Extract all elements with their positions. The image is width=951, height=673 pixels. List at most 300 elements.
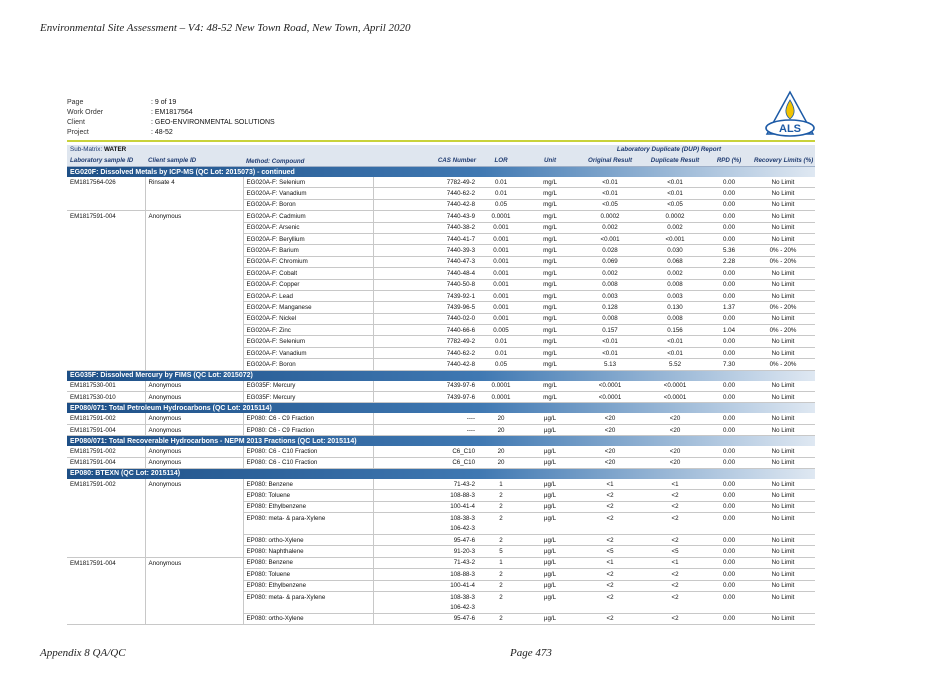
lor-cell: 0.01	[479, 336, 523, 347]
sample-id-cell	[67, 188, 145, 199]
original-result-cell: 5.13	[577, 359, 643, 370]
col-header: RPD (%)	[707, 154, 751, 167]
client-id-cell	[145, 313, 243, 324]
recovery-limits-cell: No Limit	[751, 233, 815, 244]
rpd-cell: 0.00	[707, 347, 751, 358]
table-row	[67, 392, 815, 403]
sample-id-cell: EM1817530-001	[67, 381, 145, 392]
original-result-cell: 0.028	[577, 245, 643, 256]
duplicate-result-cell: 5.52	[643, 359, 707, 370]
original-result-cell: <0.01	[577, 347, 643, 358]
meta-label: Client	[67, 119, 85, 126]
unit-cell: µg/L	[523, 479, 577, 490]
recovery-limits-cell: No Limit	[751, 580, 815, 591]
method-cell: EG020A-F: Cadmium	[243, 211, 373, 222]
method-cell: EG020A-F: Manganese	[243, 302, 373, 313]
lor-cell: 0.05	[479, 199, 523, 210]
cas-cell: 7440-43-9	[373, 211, 479, 222]
sample-id-cell: EM1817591-002	[67, 413, 145, 424]
meta-value: : EM1817564	[151, 109, 193, 116]
lor-cell: 0.005	[479, 325, 523, 336]
original-result-cell: 0.157	[577, 325, 643, 336]
table-row	[67, 557, 815, 568]
recovery-limits-cell: No Limit	[751, 336, 815, 347]
col-header: Laboratory sample ID	[67, 154, 145, 167]
table-row	[67, 268, 815, 279]
original-result-cell: 0.003	[577, 290, 643, 301]
duplicate-result-cell: 0.130	[643, 302, 707, 313]
table-body	[67, 167, 815, 625]
lor-cell: 0.001	[479, 313, 523, 324]
client-id-cell	[145, 602, 243, 613]
recovery-limits-cell: No Limit	[771, 593, 795, 601]
sample-id-cell	[67, 490, 145, 501]
recovery-limits-cell: No Limit	[751, 188, 815, 199]
lor-cell: 0.0001	[479, 381, 523, 392]
sample-id-cell: EM1817564-026	[70, 178, 116, 186]
sample-id-cell: EM1817530-010	[67, 392, 145, 403]
original-result-cell: <0.0001	[577, 381, 643, 392]
method-cell: EG020A-F: Zinc	[243, 325, 373, 336]
meta-value: : 48-52	[151, 129, 173, 136]
rpd-cell: 0.00	[707, 336, 751, 347]
sample-id-cell	[67, 524, 145, 535]
sample-id-cell	[67, 359, 145, 370]
table-row	[67, 524, 815, 535]
sample-id-cell	[67, 256, 145, 267]
table-row	[67, 177, 815, 188]
col-header: Unit	[523, 154, 577, 167]
rpd-cell: 0.00	[707, 188, 751, 199]
lor-cell: 2	[479, 501, 523, 512]
lor-cell: 0.001	[479, 268, 523, 279]
lor-cell: 2	[479, 580, 523, 591]
section-title: EG020F: Dissolved Metals by ICP-MS (QC Lot: 2015073) - continued	[67, 167, 815, 178]
original-result-cell: <0.05	[577, 199, 643, 210]
original-result-cell: <20	[577, 424, 643, 435]
recovery-limits-cell: No Limit	[751, 211, 815, 222]
lor-cell: 0.01	[479, 188, 523, 199]
cas-cell: 71-43-2	[373, 479, 479, 490]
lor-cell: 20	[479, 457, 523, 468]
method-cell: EG020A-F: Selenium	[243, 177, 373, 188]
client-id-cell: Anonymous	[145, 479, 243, 490]
lor-cell: 0.001	[479, 222, 523, 233]
lor-cell: 0.001	[479, 245, 523, 256]
recovery-limits-cell: No Limit	[751, 290, 815, 301]
cas-cell: 7439-97-6	[373, 381, 479, 392]
sample-id-cell	[67, 591, 145, 602]
section-header-row	[67, 436, 815, 447]
sample-id-cell	[67, 279, 145, 290]
meta-row-client	[67, 118, 275, 128]
unit-cell: µg/L	[523, 580, 577, 591]
unit-cell: mg/L	[523, 392, 577, 403]
lor-cell: 2	[499, 514, 503, 522]
method-cell: EP080: C6 - C10 Fraction	[243, 446, 373, 457]
table-row	[67, 381, 815, 392]
client-id-cell	[145, 222, 243, 233]
recovery-limits-cell: No Limit	[751, 279, 815, 290]
client-id-cell	[145, 188, 243, 199]
original-result-cell: <2	[577, 569, 643, 580]
cas-cell: 108-38-3	[373, 513, 479, 524]
sample-id-cell	[67, 290, 145, 301]
unit-cell: µg/L	[523, 457, 577, 468]
cas-cell: 7440-42-8	[373, 199, 479, 210]
sample-id-cell: EM1817591-002	[67, 446, 145, 457]
header-rule	[67, 140, 815, 142]
original-result-cell: 0.0002	[577, 211, 643, 222]
original-result-cell: <20	[577, 413, 643, 424]
original-result-cell: <0.001	[577, 233, 643, 244]
unit-cell: µg/L	[523, 413, 577, 424]
table-row	[67, 336, 815, 347]
client-id-cell: Anonymous	[145, 557, 243, 568]
cas-cell: 100-41-4	[373, 501, 479, 512]
cas-cell: 7440-39-3	[373, 245, 479, 256]
lor-cell: 0.0001	[479, 211, 523, 222]
meta-value: : GEO-ENVIRONMENTAL SOLUTIONS	[151, 119, 275, 126]
rpd-cell: 0.00	[707, 446, 751, 457]
method-cell	[243, 524, 373, 535]
client-id-cell: Anonymous	[145, 392, 243, 403]
lor-cell: 20	[479, 424, 523, 435]
cas-cell: 7439-96-5	[373, 302, 479, 313]
table-row	[67, 256, 815, 267]
client-id-cell	[145, 546, 243, 557]
unit-cell: µg/L	[523, 490, 577, 501]
original-result-cell: 0.069	[577, 256, 643, 267]
rpd-cell: 0.00	[707, 392, 751, 403]
table-row	[67, 302, 815, 313]
client-id-cell: Anonymous	[145, 457, 243, 468]
cas-cell: 7440-38-2	[373, 222, 479, 233]
original-result-cell: <5	[577, 546, 643, 557]
cas-cell: 95-47-6	[373, 534, 479, 545]
client-id-cell	[145, 256, 243, 267]
rpd-cell: 0.00	[707, 479, 751, 490]
logo-text: ALS	[779, 123, 801, 135]
lor-cell: 2	[479, 490, 523, 501]
table-row	[67, 290, 815, 301]
table-row	[67, 359, 815, 370]
rpd-cell: 2.28	[707, 256, 751, 267]
recovery-limits-cell: 0% - 20%	[751, 256, 815, 267]
unit-cell: mg/L	[523, 325, 577, 336]
lor-cell	[479, 602, 523, 613]
lor-cell: 0.001	[479, 290, 523, 301]
original-result-cell: <0.0001	[577, 392, 643, 403]
cas-cell: 106-42-3	[373, 524, 479, 535]
client-id-cell: Anonymous	[145, 211, 243, 222]
sample-id-cell	[67, 336, 145, 347]
lor-cell: 0.05	[479, 359, 523, 370]
table-row	[67, 546, 815, 557]
meta-row-project	[67, 128, 275, 138]
unit-cell: mg/L	[523, 290, 577, 301]
method-cell: EP080: Toluene	[243, 490, 373, 501]
cas-cell: 7440-62-2	[373, 347, 479, 358]
col-header: Method: Compound	[243, 154, 373, 167]
rpd-cell: 0.00	[707, 177, 751, 188]
lor-cell: 2	[479, 569, 523, 580]
duplicate-result-cell: <0.05	[643, 199, 707, 210]
table-row	[67, 513, 815, 524]
cas-cell: 7440-66-6	[373, 325, 479, 336]
client-id-cell	[145, 325, 243, 336]
unit-cell: µg/L	[523, 613, 577, 624]
sample-id-cell: EM1817591-004	[70, 213, 116, 221]
method-cell: EG020A-F: Boron	[243, 199, 373, 210]
recovery-limits-cell: No Limit	[751, 446, 815, 457]
original-result-cell: <2	[577, 490, 643, 501]
method-cell: EG020A-F: Arsenic	[243, 222, 373, 233]
cas-cell: 7440-48-4	[373, 268, 479, 279]
rpd-cell: 0.00	[707, 381, 751, 392]
unit-cell: mg/L	[523, 211, 577, 222]
client-id-cell	[145, 524, 243, 535]
table-row	[67, 279, 815, 290]
table-row	[67, 245, 815, 256]
duplicate-result-cell: <0.0001	[643, 392, 707, 403]
rpd-cell: 0.00	[722, 514, 736, 522]
rpd-cell: 5.36	[707, 245, 751, 256]
original-result-cell: <2	[606, 593, 614, 601]
meta-label: Work Order	[67, 109, 104, 116]
table-row	[67, 222, 815, 233]
recovery-limits-cell: 0% - 20%	[751, 302, 815, 313]
unit-cell: mg/L	[523, 256, 577, 267]
unit-cell	[523, 602, 577, 613]
col-header: CAS Number	[373, 154, 479, 167]
table-row	[67, 490, 815, 501]
rpd-cell: 0.00	[707, 290, 751, 301]
recovery-limits-cell: No Limit	[751, 268, 815, 279]
method-cell: EP080: ortho-Xylene	[243, 534, 373, 545]
cas-cell: 7439-97-6	[373, 392, 479, 403]
duplicate-result-cell: <0.01	[643, 347, 707, 358]
unit-cell: µg/L	[523, 424, 577, 435]
original-result-cell: 0.002	[577, 222, 643, 233]
recovery-limits-cell: No Limit	[751, 222, 815, 233]
recovery-limits-cell: No Limit	[751, 392, 815, 403]
table-row	[67, 347, 815, 358]
method-cell: EG020A-F: Chromium	[243, 256, 373, 267]
unit-cell: mg/L	[523, 222, 577, 233]
report-meta	[67, 98, 275, 138]
rpd-cell: 0.00	[707, 546, 751, 557]
recovery-limits-cell: No Limit	[751, 613, 815, 624]
sample-id-cell	[67, 569, 145, 580]
method-cell: EP080: meta- & para-Xylene	[243, 513, 373, 524]
sample-id-cell	[67, 513, 145, 524]
recovery-limits-cell: No Limit	[751, 199, 815, 210]
unit-cell: µg/L	[523, 534, 577, 545]
recovery-limits-cell: 0% - 20%	[751, 359, 815, 370]
submatrix-cell	[67, 145, 243, 154]
client-id-cell	[145, 534, 243, 545]
client-id-cell	[145, 199, 243, 210]
cas-cell: 108-88-3	[373, 569, 479, 580]
cas-cell: 7440-62-2	[373, 188, 479, 199]
submatrix-value: WATER	[103, 146, 127, 153]
client-id-cell	[145, 233, 243, 244]
duplicate-result-cell: 0.0002	[643, 211, 707, 222]
client-id-cell	[145, 347, 243, 358]
method-cell: EG020A-F: Lead	[243, 290, 373, 301]
client-id-cell: Anonymous	[145, 446, 243, 457]
original-result-cell: <2	[577, 580, 643, 591]
original-result-cell: <0.01	[577, 177, 643, 188]
client-id-cell: Anonymous	[145, 424, 243, 435]
rpd-cell: 0.00	[722, 593, 736, 601]
table-row	[67, 569, 815, 580]
duplicate-result-cell: <2	[643, 613, 707, 624]
sample-id-cell	[67, 546, 145, 557]
sample-id-cell	[67, 325, 145, 336]
lor-cell: 0.01	[479, 347, 523, 358]
duplicate-result-cell	[643, 524, 707, 535]
als-logo	[763, 90, 817, 140]
recovery-limits-cell: 0% - 20%	[751, 245, 815, 256]
method-cell: EP080: C6 - C9 Fraction	[243, 424, 373, 435]
cas-cell: 95-47-6	[373, 613, 479, 624]
method-cell: EG020A-F: Cobalt	[243, 268, 373, 279]
client-id-cell	[145, 245, 243, 256]
sample-id-cell	[67, 602, 145, 613]
meta-label: Project	[67, 129, 89, 136]
duplicate-result-cell: <2	[643, 501, 707, 512]
submatrix-row	[67, 145, 815, 154]
original-result-cell: <2	[577, 501, 643, 512]
recovery-limits-cell: No Limit	[751, 501, 815, 512]
sample-id-cell	[67, 302, 145, 313]
original-result-cell	[577, 524, 643, 535]
method-cell: EP080: Ethylbenzene	[243, 501, 373, 512]
sample-id-cell	[67, 613, 145, 624]
section-header-row	[67, 468, 815, 479]
method-cell	[243, 602, 373, 613]
rpd-cell: 0.00	[707, 268, 751, 279]
table-row	[67, 479, 815, 490]
cas-cell: 108-38-3	[373, 591, 479, 602]
recovery-limits-cell: No Limit	[751, 490, 815, 501]
col-header: Duplicate Result	[643, 154, 707, 167]
col-header: Client sample ID	[145, 154, 243, 167]
client-id-cell	[145, 580, 243, 591]
method-cell: EG020A-F: Vanadium	[243, 188, 373, 199]
unit-cell	[523, 524, 577, 535]
duplicate-result-cell: <20	[643, 424, 707, 435]
method-cell: EG020A-F: Copper	[243, 279, 373, 290]
unit-cell: µg/L	[523, 446, 577, 457]
duplicate-result-cell: <0.01	[643, 177, 707, 188]
sample-id-cell	[67, 222, 145, 233]
meta-row-page	[67, 98, 275, 108]
duplicate-result-cell: 0.008	[643, 313, 707, 324]
method-cell: EP080: meta- & para-Xylene	[243, 591, 373, 602]
client-id-cell	[145, 569, 243, 580]
unit-cell: mg/L	[523, 279, 577, 290]
table-row	[67, 199, 815, 210]
cas-cell: 7440-47-3	[373, 256, 479, 267]
recovery-limits-cell: No Limit	[751, 546, 815, 557]
recovery-limits-cell	[751, 524, 815, 535]
unit-cell: µg/L	[543, 514, 557, 522]
cas-cell: 71-43-2	[373, 557, 479, 568]
table-row	[67, 534, 815, 545]
recovery-limits-cell: No Limit	[751, 347, 815, 358]
sample-id-cell	[67, 580, 145, 591]
table-row	[67, 501, 815, 512]
column-header-row	[67, 154, 815, 167]
cas-cell: 7439-92-1	[373, 290, 479, 301]
unit-cell: mg/L	[523, 199, 577, 210]
client-id-cell	[145, 591, 243, 602]
method-cell: EG020A-F: Selenium	[243, 336, 373, 347]
unit-cell: µg/L	[543, 593, 557, 601]
recovery-limits-cell: No Limit	[751, 413, 815, 424]
col-header: LOR	[479, 154, 523, 167]
duplicate-result-cell: 0.156	[643, 325, 707, 336]
original-result-cell: 0.008	[577, 279, 643, 290]
unit-cell: mg/L	[523, 177, 577, 188]
lor-cell: 0.001	[479, 302, 523, 313]
cas-cell: 108-88-3	[373, 490, 479, 501]
section-header-row	[67, 167, 815, 178]
duplicate-result-cell: <0.01	[643, 336, 707, 347]
table-row	[67, 580, 815, 591]
rpd-cell: 1.37	[707, 302, 751, 313]
duplicate-result-cell: 0.002	[643, 268, 707, 279]
recovery-limits-cell: No Limit	[751, 534, 815, 545]
unit-cell: mg/L	[523, 245, 577, 256]
duplicate-result-cell: <2	[643, 534, 707, 545]
sample-id-cell	[67, 313, 145, 324]
lor-cell: 0.0001	[479, 392, 523, 403]
cas-cell: 106-42-3	[373, 602, 479, 613]
original-result-cell: <2	[606, 514, 614, 522]
recovery-limits-cell: No Limit	[751, 557, 815, 568]
sample-id-cell: EM1817591-004	[67, 457, 145, 468]
lor-cell	[479, 524, 523, 535]
client-id-cell	[145, 501, 243, 512]
cas-cell: 7782-49-2	[373, 336, 479, 347]
recovery-limits-cell: No Limit	[751, 381, 815, 392]
method-cell: EP080: Benzene	[243, 479, 373, 490]
duplicate-result-cell: <0.01	[643, 188, 707, 199]
recovery-limits-cell: No Limit	[751, 569, 815, 580]
recovery-limits-cell: No Limit	[771, 514, 795, 522]
rpd-cell: 0.00	[707, 413, 751, 424]
duplicate-result-cell: <2	[671, 593, 679, 601]
sample-id-cell	[67, 501, 145, 512]
meta-value: : 9 of 19	[151, 99, 177, 106]
client-id-cell: Anonymous	[145, 381, 243, 392]
duplicate-result-cell: <1	[643, 479, 707, 490]
method-cell: EP080: Toluene	[243, 569, 373, 580]
table-row	[67, 613, 815, 624]
recovery-limits-cell: No Limit	[751, 177, 815, 188]
cas-cell: 100-41-4	[373, 580, 479, 591]
rpd-cell: 0.00	[707, 279, 751, 290]
unit-cell: µg/L	[523, 501, 577, 512]
unit-cell: mg/L	[523, 347, 577, 358]
rpd-cell: 0.00	[707, 490, 751, 501]
section-title: EP080/071: Total Petroleum Hydrocarbons (QC Lot: 2015114)	[67, 403, 815, 414]
original-result-cell: <1	[577, 557, 643, 568]
